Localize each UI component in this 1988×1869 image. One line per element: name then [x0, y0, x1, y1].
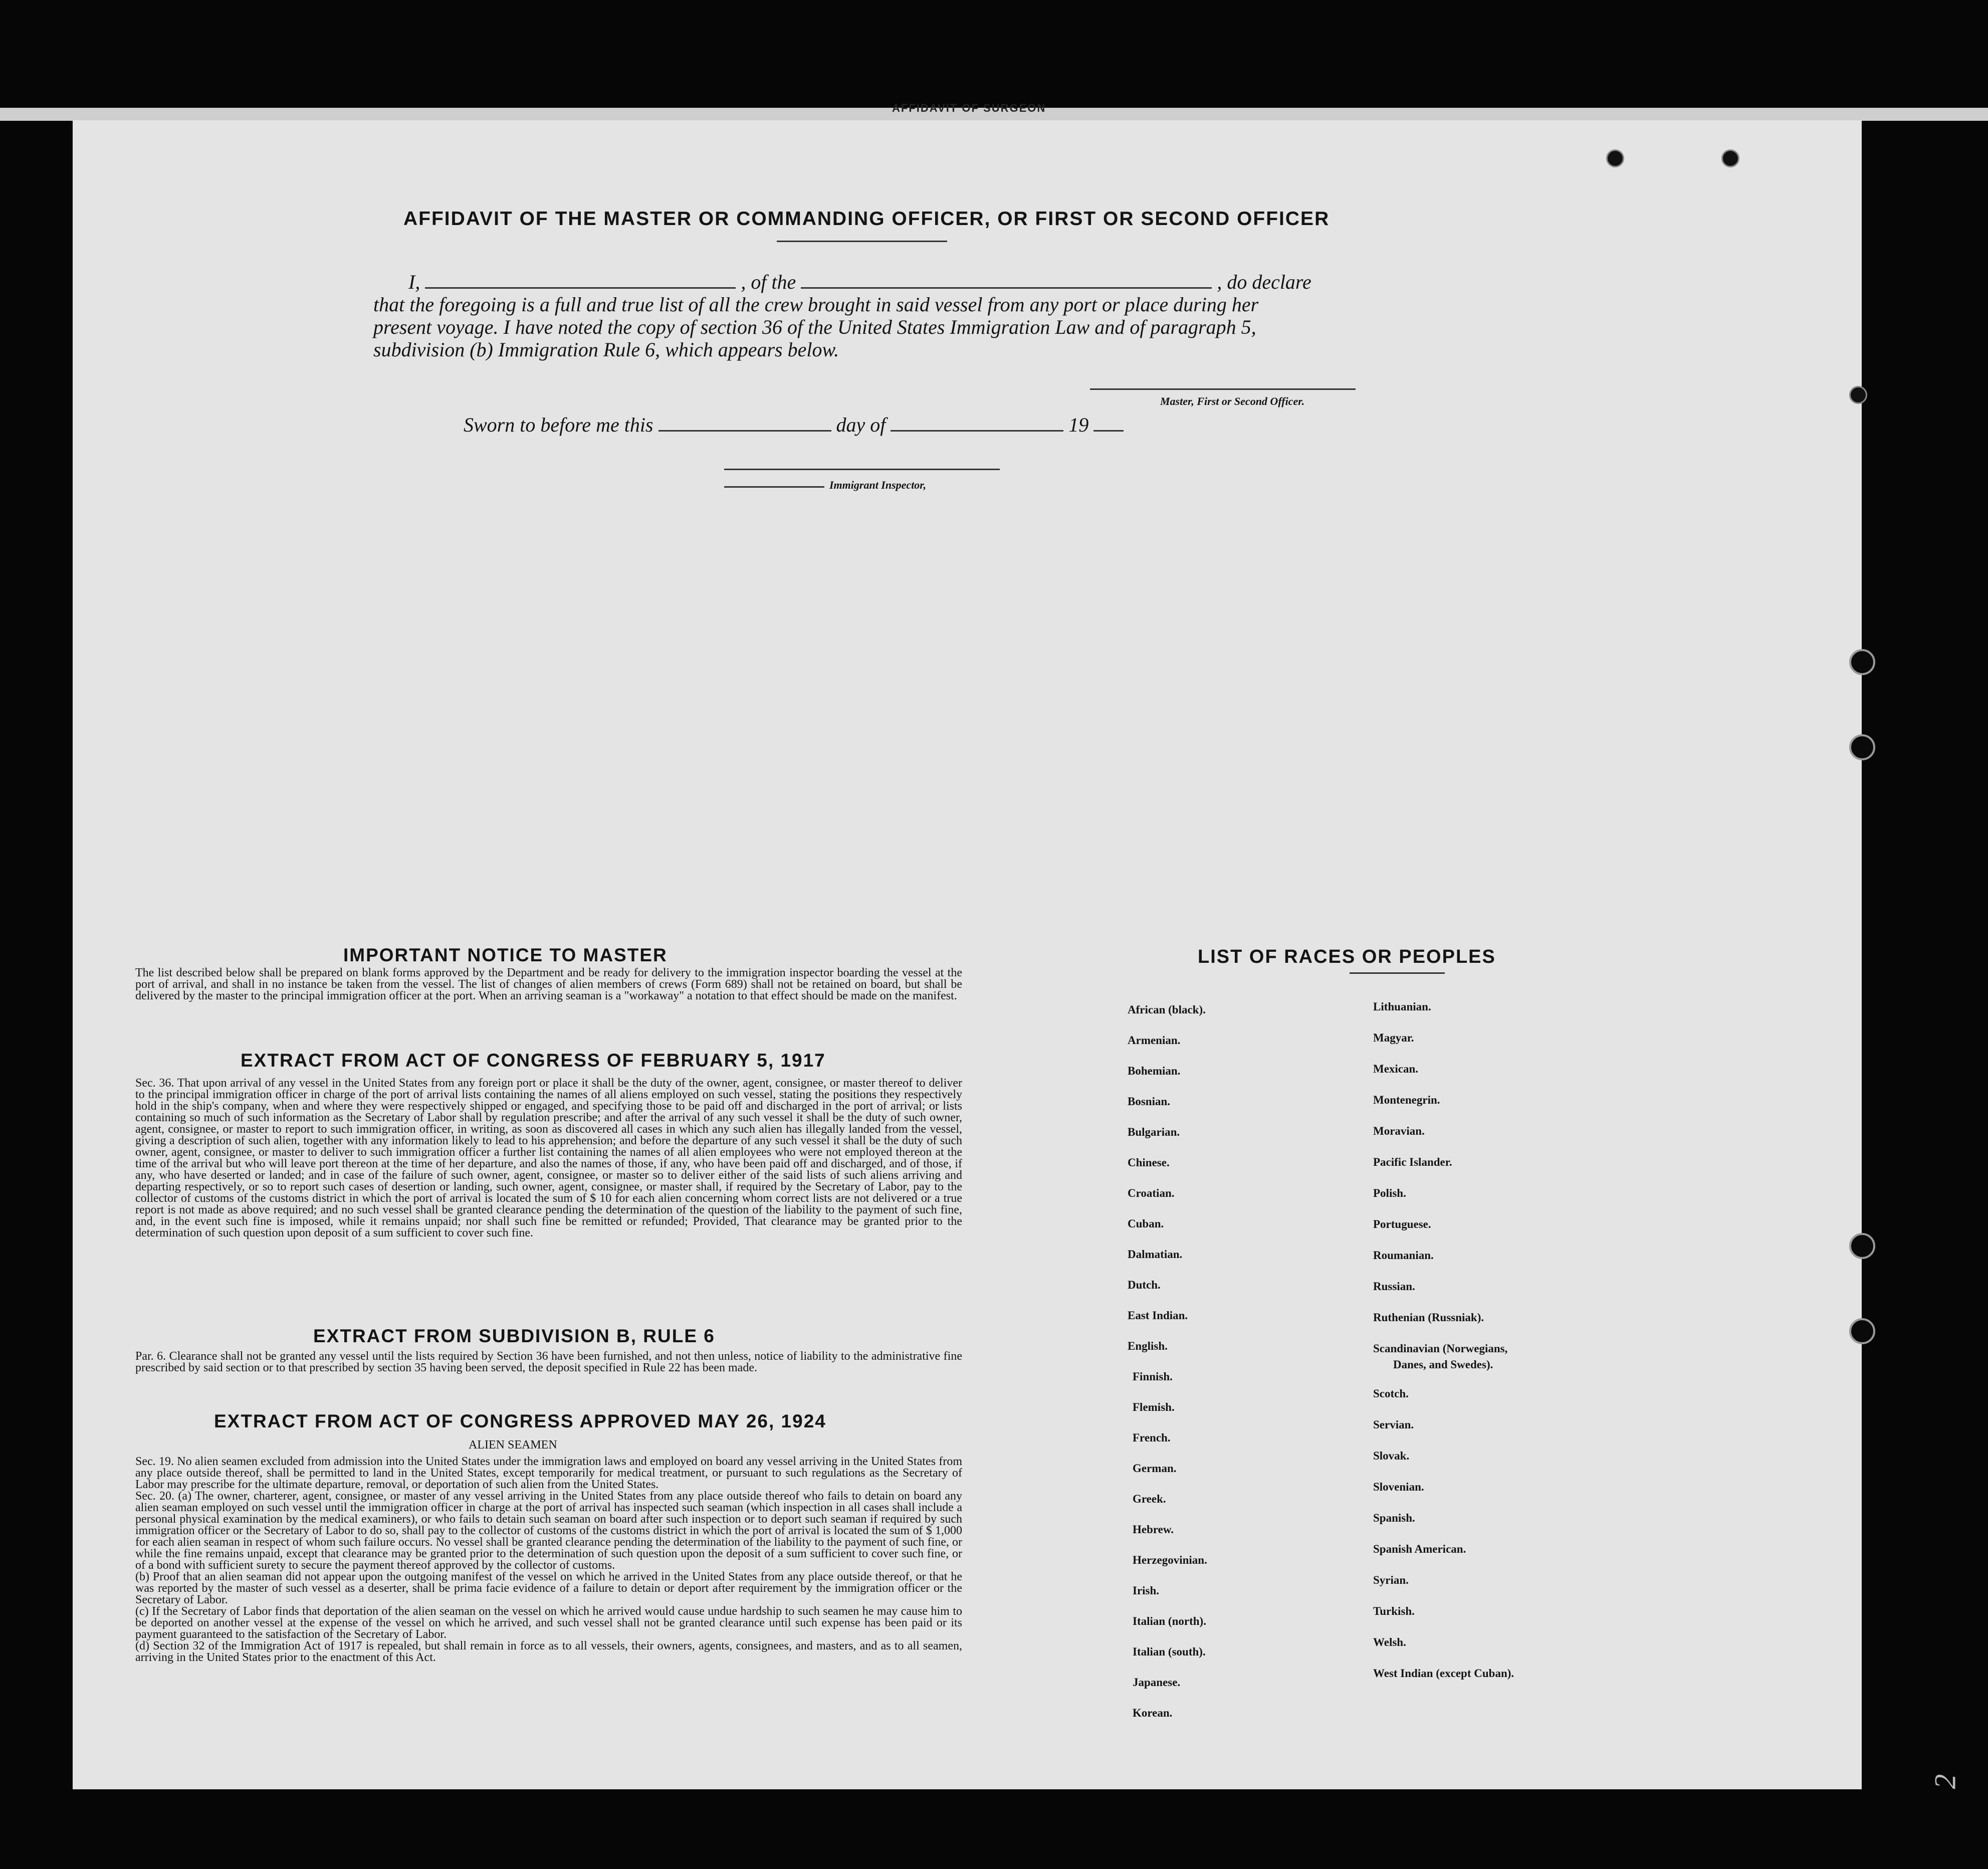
race-item: Spanish American. — [1373, 1543, 1466, 1555]
binder-hole — [1606, 149, 1624, 167]
name-field[interactable] — [425, 287, 736, 289]
race-item: Portuguese. — [1373, 1218, 1431, 1230]
race-item: Scotch. — [1373, 1387, 1409, 1400]
declaration-line-3: subdivision (b) Immigration Rule 6, which appears below. — [373, 338, 839, 361]
notice-title: IMPORTANT NOTICE TO MASTER — [343, 945, 668, 965]
header-caption: AFFIDAVIT OF SURGEON — [892, 102, 1046, 114]
sworn-day-field[interactable] — [658, 430, 831, 432]
race-item: Finnish. — [1133, 1370, 1173, 1383]
extract-1917-title: EXTRACT FROM ACT OF CONGRESS OF FEBRUARY 5, 1917 — [241, 1050, 826, 1071]
race-item: Irish. — [1133, 1584, 1160, 1597]
race-item: Russian. — [1373, 1280, 1415, 1293]
signature-label: Master, First or Second Officer. — [1160, 395, 1305, 407]
extract-1924-body — [135, 1456, 962, 1664]
sworn-year-field[interactable] — [1093, 430, 1124, 432]
declaration-line-1: that the foregoing is a full and true list of all the crew brought in said vessel from any port or place during her — [373, 293, 1259, 316]
sec20d-text: (d) Section 32 of the Immigration Act of 1917 is repealed, but shall remain in force as to all vessels, their owners, agents, consignees, and masters, and as to all seamen, arriving in the United States prior to the enactment of this Act. — [135, 1639, 962, 1664]
races-title: LIST OF RACES OR PEOPLES — [1198, 946, 1496, 967]
sec19-text: Sec. 19. No alien seamen excluded from admission into the United States under the immigration laws and employed on board any vessel arriving in the United States from any place outside thereof, shall be permitted to land in the United States, except temporarily for medical treatment, or pursuant to such regulations as the Secretary of Labor may prescribe for the ultimate departure, removal, or deportation of such alien from the United States. — [135, 1455, 962, 1491]
binder-hole — [1721, 149, 1739, 167]
race-item: Dalmatian. — [1128, 1248, 1183, 1261]
inspector-label: Immigrant Inspector, — [829, 479, 927, 491]
race-item: French. — [1133, 1431, 1171, 1444]
race-item: Pacific Islander. — [1373, 1156, 1452, 1168]
race-item: Slovenian. — [1373, 1481, 1424, 1493]
binder-hole — [1849, 1318, 1875, 1344]
declaration-line-0 — [408, 271, 1311, 294]
race-item: Syrian. — [1373, 1574, 1409, 1586]
race-item: Korean. — [1133, 1707, 1173, 1719]
do-declare-label: , do declare — [1217, 271, 1311, 293]
race-item: Ruthenian (Russniak). — [1373, 1311, 1484, 1324]
inspector-line[interactable] — [724, 486, 824, 488]
notice-text: The list described below shall be prepared on blank forms approved by the Department and be ready for delivery to the immigration inspector boarding the vessel at the port of arrival, and shall in no instance be taken from the vessel. The list of changes of alien members of crews (Form 689) shall not be retained on board, but shall be delivered by the master to the principal immigration officer at the port. When an arriving seaman is a "workaway" a notation to that effect should be made on the manifest. — [135, 966, 962, 1002]
race-item: Hebrew. — [1133, 1523, 1174, 1536]
race-item: Mexican. — [1373, 1063, 1419, 1075]
of-the-label: , of the — [741, 271, 796, 293]
binder-hole — [1849, 649, 1875, 675]
binder-hole — [1849, 734, 1875, 760]
affidavit-title: AFFIDAVIT OF THE MASTER OR COMMANDING OFFICER, OR FIRST OR SECOND OFFICER — [403, 208, 1330, 230]
sworn-line — [464, 413, 1124, 437]
extract-1924-title: EXTRACT FROM ACT OF CONGRESS APPROVED MAY 26, 1924 — [214, 1411, 826, 1431]
race-item: Servian. — [1373, 1418, 1414, 1431]
extract-1917-text: Sec. 36. That upon arrival of any vessel in the United States from any foreign port or place it shall be the duty of the owner, agent, consignee, or master thereof to deliver to the principal immigration officer in charge of the port of arrival lists containing the names of all aliens employed on such vessel, stating the positions they respectively hold in the ship's company, when and where they were respectively shipped or engaged, and specifying those to be paid off and discharged in the port of arrival; or lists containing so much of such information as the Secretary of Labor shall by regulation prescribe; and after the arrival of any such vessel it shall be the duty of such owner, agent, consignee, or master to report to such immigration officer, in writing, as soon as discovered all cases in which any such alien has illegally landed from the vessel, giving a description of such alien, together with any information likely to lead to his apprehension; and before the departure of any such vessel it shall be the duty of such owner, agent, consignee, or master to deliver to such immigration officer a further list containing the names of all alien employees who were not employed thereon at the time of the arrival but who will leave port thereon at the time of her departure, and also the names of those, if any, who have been paid off and discharged, and of those, if any, who have deserted or landed; and in case of the failure of such owner, agent, consignee, or master so to deliver either of the said lists of such aliens arriving and departing respectively, or so to report such cases of desertion or landing, such owner, agent, consignee, or master shall, if required by the Secretary of Labor, pay to the collector of customs of the customs district in which the port of arrival is located the sum of $ 10 for each alien concerning whom correct lists are not delivered or a true report is not made as above required; and no such vessel shall be granted clearance pending the determination of the question of the liability to the payment of such fine, and, in the event such fine is imposed, while it remains unpaid; nor shall such fine be remitted or refunded; Provided, That clearance may be granted prior to the determination of such question upon deposit of a sum sufficient to cover such fine. — [135, 1077, 962, 1239]
race-item: Turkish. — [1373, 1605, 1415, 1617]
extract-rule6-title: EXTRACT FROM SUBDIVISION B, RULE 6 — [313, 1326, 715, 1346]
race-item: West Indian (except Cuban). — [1373, 1667, 1514, 1680]
extract-1924-subtitle: ALIEN SEAMEN — [469, 1438, 557, 1451]
race-item: Polish. — [1373, 1187, 1406, 1199]
sworn-month-field[interactable] — [891, 430, 1063, 432]
race-item: Italian (north). — [1133, 1615, 1206, 1627]
race-item: African (black). — [1128, 1003, 1206, 1016]
race-item: Spanish. — [1373, 1512, 1415, 1524]
race-item: Moravian. — [1373, 1125, 1425, 1137]
race-item: Roumanian. — [1373, 1249, 1434, 1262]
sec20a-text: Sec. 20. (a) The owner, charterer, agent, consignee, or master of any vessel arriving in the United States from any place outside thereof who fails to detain on board any alien seaman employed on such vessel until the immigration officer in charge at the port of arrival has inspected such seaman (which inspection in all cases shall include a personal physical examination by the medical examiners), or who fails to detain such seaman on board after such inspection or to deport such seaman if required by such immigration officer or the Secretary of Labor to do so, shall pay to the collector of customs of the customs district in which the port of arrival is located the sum of $ 1,000 for each alien seaman in respect of whom such failure occurs. No vessel shall be granted clearance pending the determination of the liability to the payment of such fine, or while the fine remains unpaid, except that clearance may be granted prior to the determination of such question upon the deposit of a sum sufficient to cover such fine, or of a bond with sufficient surety to secure the payment thereof approved by the collector of customs. — [135, 1490, 962, 1572]
document-page — [73, 120, 1862, 1789]
sworn-label: Sworn to before me this — [464, 413, 653, 436]
race-item: Croatian. — [1128, 1187, 1175, 1199]
vessel-field[interactable] — [801, 287, 1212, 289]
sec20c-text: (c) If the Secretary of Labor finds that deportation of the alien seaman on the vessel on which he arrived would cause undue hardship to such seamen he may cause him to be deported on another vessel at the expense of the vessel on which he arrived, and such vessel shall not be granted clearance until such expense has been paid or its payment guaranteed to the satisfaction of the Secretary of Labor. — [135, 1605, 962, 1641]
extract-rule6-text: Par. 6. Clearance shall not be granted any vessel until the lists required by Section 36 have been furnished, and not then unless, notice of liability to the administrative fine prescribed by said section or to that prescribed by section 35 having been served, the deposit specified in Rule 22 has been made. — [135, 1350, 962, 1374]
binder-hole — [1849, 386, 1867, 404]
race-item: English. — [1128, 1340, 1168, 1352]
year-label: 19 — [1068, 413, 1089, 436]
race-item: Slovak. — [1373, 1449, 1410, 1462]
sec20b-text: (b) Proof that an alien seaman did not appear upon the outgoing manifest of the vessel on which he arrived in the United States from any place outside thereof, or that he was reported by the master of such vessel as a deserter, shall be prima facie evidence of a failure to detain or deport after requirement by the immigration officer or the Secretary of Labor. — [135, 1570, 962, 1606]
races-title-rule — [1350, 972, 1445, 974]
race-item: Japanese. — [1133, 1676, 1181, 1689]
title-rule — [777, 241, 947, 242]
signature-line[interactable] — [1090, 388, 1356, 390]
race-item: Lithuanian. — [1373, 1000, 1431, 1013]
race-item: Greek. — [1133, 1493, 1166, 1505]
declaration-line-2: present voyage. I have noted the copy of section 36 of the United States Immigration Law and of paragraph 5, — [373, 316, 1256, 338]
margin-mark: 2 — [1928, 1774, 1962, 1789]
inspector-line-upper — [724, 469, 1000, 470]
race-item: Scandinavian (Norwegians, — [1373, 1342, 1508, 1355]
race-item: Bohemian. — [1128, 1065, 1181, 1077]
race-item: Flemish. — [1133, 1401, 1175, 1413]
race-item: Chinese. — [1128, 1156, 1170, 1169]
day-of-label: day of — [836, 413, 886, 436]
race-item: Cuban. — [1128, 1217, 1164, 1230]
i-label: I, — [408, 271, 420, 293]
race-item: Herzegovinian. — [1133, 1554, 1207, 1566]
race-item: Montenegrin. — [1373, 1094, 1440, 1106]
race-item: Armenian. — [1128, 1034, 1181, 1047]
race-item: Bosnian. — [1128, 1095, 1171, 1108]
race-item: Welsh. — [1373, 1636, 1406, 1648]
race-item: Bulgarian. — [1128, 1126, 1180, 1138]
race-item: Dutch. — [1128, 1279, 1161, 1291]
race-item: Italian (south). — [1133, 1645, 1206, 1658]
binder-hole — [1849, 1233, 1875, 1259]
race-item: German. — [1133, 1462, 1177, 1475]
race-item: Danes, and Swedes). — [1393, 1358, 1493, 1371]
race-item: Magyar. — [1373, 1031, 1414, 1044]
race-item: East Indian. — [1128, 1309, 1188, 1322]
